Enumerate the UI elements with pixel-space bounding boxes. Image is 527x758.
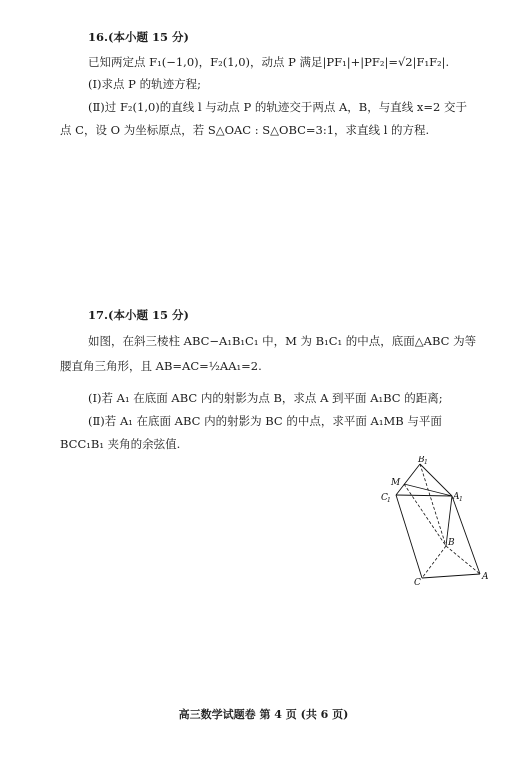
problem-17-part-2-line-1: (Ⅱ)若 A₁ 在底面 ABC 内的射影为 BC 的中点，求平面 A₁MB 与平面 xyxy=(88,414,442,428)
problem-16-heading: 16.(本小题 15 分) xyxy=(88,30,189,44)
figure-label-c: C xyxy=(414,578,421,588)
figure-label-m: M xyxy=(391,478,401,488)
prism-hidden-edges xyxy=(404,464,480,578)
svg-text:A: A xyxy=(453,492,460,502)
problem-16-part-2-line-1: (Ⅱ)过 F₂(1,0)的直线 l 与动点 P 的轨迹交于两点 A，B，与直线 x=2 交于 xyxy=(88,100,467,114)
problem-17-part-1: (Ⅰ)若 A₁ 在底面 ABC 内的射影为点 B，求点 A 到平面 A₁BC 的距离; xyxy=(88,391,443,405)
svg-text:1: 1 xyxy=(459,496,463,503)
figure-label-a1 xyxy=(452,492,463,503)
prism-figure xyxy=(378,456,496,590)
problem-17-heading: 17.(本小题 15 分) xyxy=(88,308,189,322)
figure-label-b: B xyxy=(448,538,455,548)
svg-text:B: B xyxy=(418,456,425,465)
problem-16-part-2-line-2: 点 C，设 O 为坐标原点，若 S△OAC : S△OBC=3:1，求直线 l 的方程. xyxy=(60,123,430,137)
svg-text:C: C xyxy=(381,493,388,503)
figure-label-c1 xyxy=(381,493,391,504)
problem-16-stem: 已知两定点 F₁(−1,0)，F₂(1,0)，动点 P 满足|PF₁|+|PF₂|=√2|F₁F₂|. xyxy=(88,55,450,69)
page-footer: 高三数学试题卷 第 4 页 (共 6 页) xyxy=(178,708,349,721)
svg-text:1: 1 xyxy=(424,459,428,466)
problem-17-part-2-line-2: BCC₁B₁ 夹角的余弦值. xyxy=(60,437,181,451)
problem-16-part-1: (Ⅰ)求点 P 的轨迹方程; xyxy=(88,77,201,91)
problem-17-stem-line-2: 腰直角三角形，且 AB=AC=½AA₁=2. xyxy=(60,359,262,373)
figure-label-b1 xyxy=(417,456,428,466)
figure-label-a: A xyxy=(482,572,489,582)
prism-solid-edges xyxy=(396,464,480,578)
svg-text:1: 1 xyxy=(387,497,391,504)
problem-17-stem-line-1: 如图，在斜三棱柱 ABC−A₁B₁C₁ 中，M 为 B₁C₁ 的中点，底面△ABC 为等 xyxy=(88,334,477,348)
